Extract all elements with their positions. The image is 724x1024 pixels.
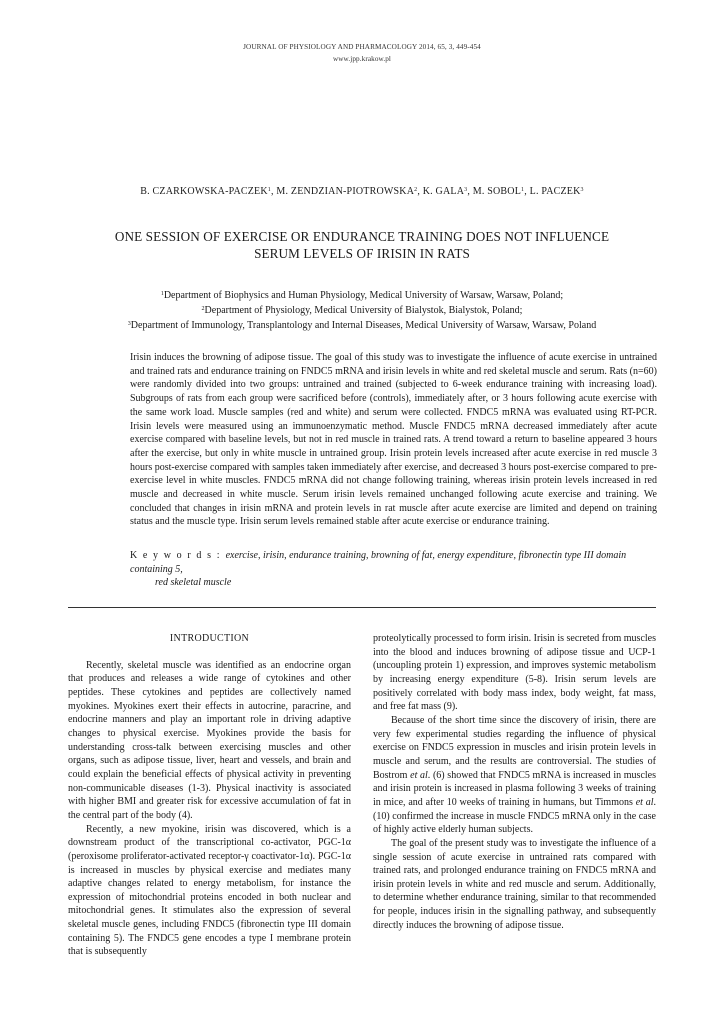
body-paragraph: Recently, skeletal muscle was identified as an endocrine organ that produces and releases a wide range of cytokines and other peptides. These cytokines and peptides are collectively named myokines. Myokines exert their effects in autocrine, paracrine, and endocrine manners and play an important role in driving adaptive changes to physical exercise. Myokines provide the basis for understanding cross-talk between exercising muscles and other organs, such as adipose tissue, liver, heart and vessels, and brain and could explain the beneficial effects of physical activity in preventing non-communicable diseases (1-3). Physical inactivity is associated with higher BMI and greater risk for excessive accumulation of fat in the central part of the body (4). — [68, 659, 351, 821]
journal-citation: JOURNAL OF PHYSIOLOGY AND PHARMACOLOGY 2014, 65, 3, 449-454 — [243, 43, 481, 51]
citation-etal: et al — [635, 796, 654, 808]
keywords — [130, 549, 657, 590]
affiliation — [40, 318, 684, 333]
section-heading-introduction: INTRODUCTION — [169, 633, 250, 644]
affiliation-text: Department of Biophysics and Human Physiology, Medical University of Warsaw, Warsaw, Poland; — [163, 290, 564, 301]
author-list: B. CZARKOWSKA-PACZEK$^1$, M. ZENDZIAN-PIOTROWSKA$^2$, K. GALA$^3$, M. SOBOL$^1$, L. PACZEK$^3$ — [140, 186, 584, 197]
title-line: SERUM LEVELS OF IRISIN IN RATS — [254, 246, 470, 261]
author-affiliation-mark: 3 — [464, 187, 468, 193]
affiliation-number: 2 — [201, 305, 205, 312]
body-text: Because of the short time since the discovery of irisin, there are very few experimental studies regarding the influence of physical exercise on FNDC5 expression in muscles and irisin protein levels in muscle and serum, and the results are controversial. The studies of Bostrom — [373, 714, 656, 781]
paper-title — [60, 228, 664, 262]
body-text: . (6) showed that FNDC5 mRNA is increased in muscles and irisin protein is increased in plasma following 3 weeks of training in mice, and after 10 weeks of training in humans, but Timmons — [373, 769, 656, 808]
left-column — [68, 632, 351, 959]
section-divider — [68, 607, 656, 608]
citation-etal: et al — [410, 769, 428, 781]
body-paragraph — [373, 714, 656, 837]
body-paragraph: proteolytically processed to form irisin. Irisin is secreted from muscles into the blood and induces browning of adipose tissue and UCP-1 (uncoupling protein 1) expression, and improves systemic metabolism by increasing energy expenditure (5-8). Irisin serum levels are positively correlated with body mass index, body weight, fat mass, and free fat mass (9). — [373, 633, 656, 713]
author-affiliation-mark: 2 — [414, 187, 418, 193]
affiliation-text: Department of Immunology, Transplantology and Internal Diseases, Medical University of Warsaw, Warsaw, Poland — [130, 319, 597, 331]
author: L. PACZEK — [529, 186, 581, 197]
title-line: ONE SESSION OF EXERCISE OR ENDURANCE TRAINING DOES NOT INFLUENCE — [114, 229, 610, 244]
keywords-text-continued: red skeletal muscle — [155, 577, 232, 589]
affiliation — [40, 303, 684, 318]
author: K. GALA — [422, 186, 465, 197]
affiliation-text: Department of Physiology, Medical University of Bialystok, Bialystok, Poland; — [204, 304, 523, 316]
affiliations — [40, 288, 684, 332]
author-affiliation-mark: 3 — [580, 187, 584, 193]
keywords-label: K e y w o r d s : — [130, 550, 222, 561]
affiliation-number: 3 — [127, 320, 131, 327]
abstract: Irisin induces the browning of adipose tissue. The goal of this study was to investigate the influence of acute exercise in untrained and trained rats and endurance training on FNDC5 mRNA and irisin levels in white and red skeletal muscle and serum. Rats (n=60) were randomly divided into two groups: untrained and trained (subjected to 6-week endurance training with increasing load). Subgroups of rats from each group were sacrificed before (controls), immediately after, or 3 hours following acute exercise with the same work load. Muscle samples (red and white) and serum were collected. FNDC5 mRNA was evaluated using RT-PCR. Irisin levels were measured using an immunoenzymatic method. Muscle FNDC5 mRNA decreased immediately after acute exercise compared with baseline levels, but not in red muscle in trained rats. A trend toward a return to baseline appeared 3 hours after the exercise, but only in white muscle in untrained group. Irisin protein levels increased after acute exercise in red muscle 3 hours post-exercise compared with samples taken immediately after exercise, and decreased 3 hours post-exercise compared to pre-exercise level in white muscles. FNDC5 mRNA did not change following training, whereas irisin protein levels increased in red muscle and decreased in white muscle. Serum irisin levels remained unchanged following acute exercise and training. We concluded that changes in irisin mRNA and protein levels in rat muscle after acute exercise are limited and depend on training status and the muscle type. Irisin serum levels remained stable after acute exercise or endurance training. — [130, 352, 657, 528]
affiliation-number: 1 — [160, 291, 164, 297]
author: M. ZENDZIAN-PIOTROWSKA — [276, 186, 415, 197]
affiliation — [40, 288, 684, 303]
body-text: . (10) confirmed the increase in muscle FNDC5 mRNA only in the case of highly active elderly human subjects. — [373, 796, 657, 836]
author-affiliation-mark: 1 — [267, 187, 271, 193]
keywords-text: exercise, irisin, endurance training, browning of fat, energy expenditure, fibronectin type III domain containing 5, — [130, 550, 627, 575]
author-affiliation-mark: 1 — [521, 187, 525, 193]
author: B. CZARKOWSKA-PACZEK — [140, 186, 268, 197]
right-column — [373, 632, 656, 932]
body-paragraph: The goal of the present study was to investigate the influence of a single session of acute exercise in untrained rats compared with trained rats, and prolonged endurance training on FNDC5 mRNA and irisin protein levels in white and red muscle and serum. Additionally, to determine whether endurance training, similar to that recommended for people, induces irisin in the signalling pathway, and subsequently directly induces the browning of adipose tissue. — [373, 837, 656, 931]
author: M. SOBOL — [472, 186, 522, 197]
journal-website: www.jpp.krakow.pl — [332, 55, 392, 63]
body-paragraph: Recently, a new myokine, irisin was discovered, which is a downstream product of the transcriptional co-activator, PGC-1α (peroxisome proliferator-activated receptor-γ coactivator-1α). PGC-1α is increased in muscles by physical exercise and mediates many adaptive changes related to energy metabolism, for instance the expression of mitochondrial proteins encoded in both nuclear and mitochondrial genes. It stimulates also the expression of several skeletal muscle genes, including FNDC5 (fibronectin type III domain containing 5). The FNDC5 gene encodes a type I membrane protein that is subsequently — [68, 823, 351, 958]
